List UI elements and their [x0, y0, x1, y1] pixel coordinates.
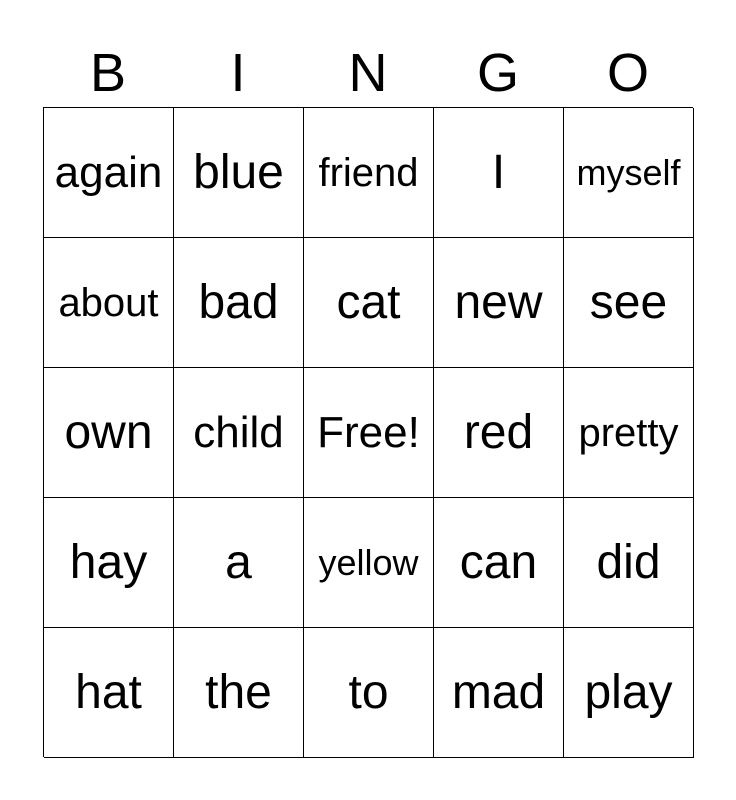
bingo-cell-r4-c1[interactable]: hay [44, 498, 174, 628]
bingo-cell-r2-c3[interactable]: cat [304, 238, 434, 368]
bingo-cell-r4-c4[interactable]: can [434, 498, 564, 628]
bingo-cell-r5-c5[interactable]: play [564, 628, 694, 758]
bingo-cell-r3-c1[interactable]: own [44, 368, 174, 498]
bingo-cell-free-space[interactable]: Free! [304, 368, 434, 498]
bingo-cell-r3-c4[interactable]: red [434, 368, 564, 498]
bingo-cell-r1-c3[interactable]: friend [304, 108, 434, 238]
bingo-header [43, 40, 693, 106]
bingo-cell-r1-c4[interactable]: I [434, 108, 564, 238]
bingo-cell-r5-c4[interactable]: mad [434, 628, 564, 758]
bingo-cell-r4-c3[interactable]: yellow [304, 498, 434, 628]
header-letter-b: B [89, 43, 127, 103]
bingo-cell-r2-c1[interactable]: about [44, 238, 174, 368]
header-letter-g: G [476, 43, 519, 103]
bingo-cell-r3-c2[interactable]: child [174, 368, 304, 498]
bingo-cell-r1-c5[interactable]: myself [564, 108, 694, 238]
header-letter-i: I [230, 43, 246, 103]
bingo-cell-r3-c5[interactable]: pretty [564, 368, 694, 498]
bingo-cell-r1-c1[interactable]: again [44, 108, 174, 238]
bingo-cell-r1-c2[interactable]: blue [174, 108, 304, 238]
header-letter-n: N [348, 43, 388, 103]
bingo-cell-r4-c5[interactable]: did [564, 498, 694, 628]
bingo-cell-r5-c2[interactable]: the [174, 628, 304, 758]
bingo-cell-r2-c2[interactable]: bad [174, 238, 304, 368]
bingo-cell-r2-c5[interactable]: see [564, 238, 694, 368]
bingo-cell-r5-c3[interactable]: to [304, 628, 434, 758]
bingo-cell-r4-c2[interactable]: a [174, 498, 304, 628]
bingo-cell-r5-c1[interactable]: hat [44, 628, 174, 758]
header-letter-o: O [606, 43, 649, 103]
bingo-board [43, 107, 693, 757]
bingo-cell-r2-c4[interactable]: new [434, 238, 564, 368]
